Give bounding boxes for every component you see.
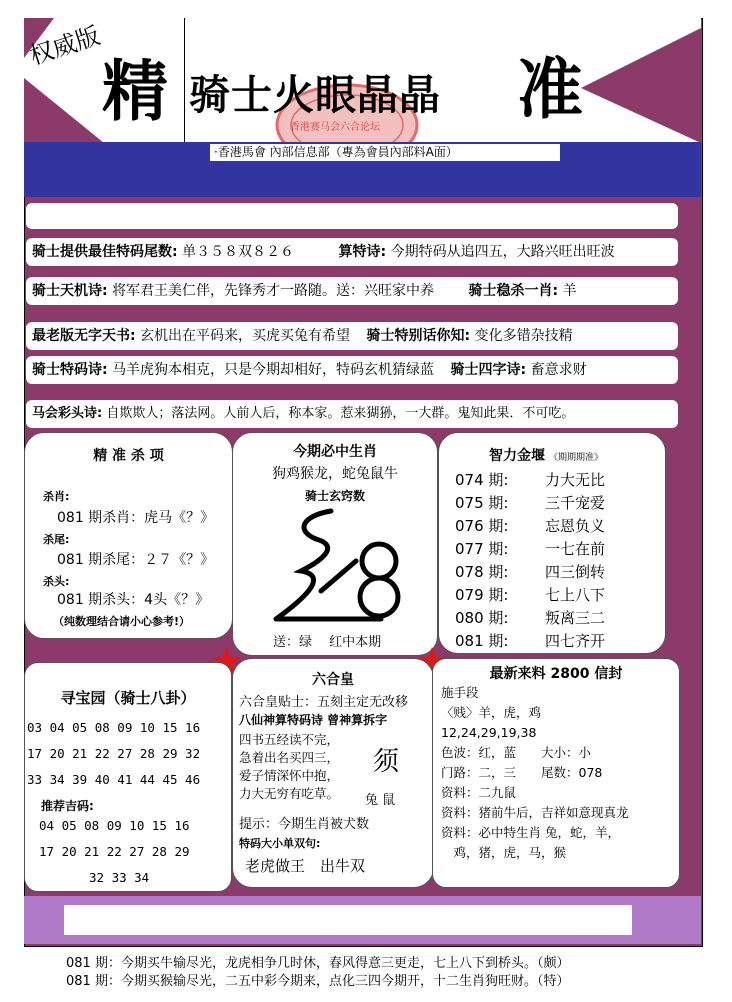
latest-lines xyxy=(441,683,629,863)
kill-tag: 杀肖: xyxy=(43,490,70,503)
wisdom-heading xyxy=(489,445,603,465)
row-value: 马羊虎狗本相克，只是今期却相好，特码玄机猜绿蓝 xyxy=(112,362,435,378)
footer-line: 081 期：今期买猴输尽光，二五中彩今期来，点化三四今期开，十二生肖狗旺财。（特） xyxy=(66,974,570,989)
wisdom-title: 智力金堰 xyxy=(489,448,545,464)
latest-line: 鸡，猪，虎，马，猴 xyxy=(441,845,567,860)
wisdom-text: 四七齐开 xyxy=(545,632,606,650)
row-tema-poem xyxy=(26,356,678,384)
latest-title: 最新来料 2800 信封 xyxy=(489,666,623,682)
row-value: 单３５８双８２６ xyxy=(182,244,295,260)
mystery-glyph xyxy=(261,501,421,626)
zodiac-footer: 送：绿 红中本期 xyxy=(273,635,382,650)
wisdom-text: 叛离三二 xyxy=(545,609,606,627)
wisdom-row xyxy=(455,561,655,584)
row-value: 将军君王美仁伴，先锋秀才一路随。送：兴旺家中养 xyxy=(112,283,435,299)
row-value2: 变化多错杂技精 xyxy=(474,328,573,344)
latest-line: 资料：必中特生肖 兔，蛇，羊， xyxy=(441,825,620,840)
wisdom-panel xyxy=(438,432,666,654)
kill-item: 081 期杀尾：２７《？》 xyxy=(57,552,215,568)
wisdom-text: 忘恩负义 xyxy=(545,517,606,535)
row-label: 骑士特码诗: xyxy=(32,362,108,378)
wisdom-period: 075 期: xyxy=(455,494,509,512)
zodiac-subtitle: 骑士玄窍数 xyxy=(304,489,365,503)
wisdom-period: 074 期: xyxy=(455,471,509,489)
poem-line: 爱子情深怀中抱， xyxy=(239,768,340,783)
header-left xyxy=(24,18,207,143)
row-tail-numbers xyxy=(26,238,678,266)
seal-text: 香港赛马会六合论坛 xyxy=(290,122,380,133)
wisdom-row xyxy=(455,469,655,492)
wisdom-text: 七上八下 xyxy=(545,586,606,604)
kill-tag: 杀尾: xyxy=(43,533,70,546)
lhh-char-sub: 兔 鼠 xyxy=(365,793,396,808)
header-right xyxy=(511,18,701,143)
row-value2: 羊 xyxy=(562,283,577,299)
row-tianji xyxy=(26,277,678,305)
footer-line: 081 期：今期买牛输尽光，龙虎相争几时休，春风得意三更走，七上八下到桥头。（颇） xyxy=(66,956,570,971)
latest-line: 资料：二九鼠 xyxy=(441,785,517,800)
wisdom-text: 四三倒转 xyxy=(545,563,606,581)
poem-line: 四书五经读不完， xyxy=(239,732,340,747)
lucky-row: 17 20 21 22 27 28 29 xyxy=(39,844,190,859)
wisdom-period: 077 期: xyxy=(455,540,509,558)
kill-item: 081 期杀头：4头《？》 xyxy=(57,592,210,608)
lhh-bs-label: 特码大小单双句: xyxy=(239,837,321,850)
treasure-numbers xyxy=(27,715,200,793)
treasure-row: 03 04 05 08 09 10 15 16 xyxy=(27,720,201,735)
row-caitou xyxy=(26,400,678,428)
header-title-box xyxy=(184,18,516,143)
latest-line: 12,24,29,19,38 xyxy=(441,725,537,740)
row-label: 最老版无字天书: xyxy=(32,328,136,344)
poem-line: 力大无穷有吃草。 xyxy=(239,786,340,801)
kill-tag: 杀头: xyxy=(43,575,70,588)
treasure-panel xyxy=(24,662,232,892)
wisdom-row xyxy=(455,630,655,653)
wisdom-row xyxy=(455,492,655,515)
kill-item: 081 期杀肖：虎马《？》 xyxy=(57,510,215,526)
liuhehuang-panel xyxy=(232,658,434,888)
edition-label: 权威版 xyxy=(26,21,104,71)
lucky-numbers xyxy=(39,813,190,891)
lhh-title: 六合皇 xyxy=(312,672,354,688)
big-char-left: 精 xyxy=(102,52,168,130)
row-value2: 畜意求财 xyxy=(530,362,587,378)
row-label: 骑士提供最佳特码尾数: xyxy=(32,244,178,260)
wisdom-row xyxy=(455,607,655,630)
row-value: 玄机出在平码来，买虎买兔有希望 xyxy=(140,328,351,344)
zodiac-panel xyxy=(232,432,438,656)
kill-panel xyxy=(24,432,233,639)
latest-line: 色波：红，蓝 大小：小 xyxy=(441,745,592,760)
latest-panel xyxy=(432,658,680,888)
wisdom-text: 三千宠爱 xyxy=(545,494,606,512)
zodiac-animals: 狗鸡猴龙，蛇兔鼠牛 xyxy=(272,466,398,482)
latest-line: 门路：二，三 尾数：078 xyxy=(441,765,603,780)
zodiac-title: 今期必中生肖 xyxy=(293,444,377,460)
latest-line: 资料：猪前牛后，吉祥如意现真龙 xyxy=(441,805,629,820)
wisdom-period: 080 期: xyxy=(455,609,509,627)
lucky-row: 32 33 34 xyxy=(89,870,150,885)
latest-line: 施手段 xyxy=(441,685,479,700)
wisdom-list xyxy=(455,469,655,653)
wisdom-row xyxy=(455,538,655,561)
row-label2: 骑士四字诗: xyxy=(450,362,527,378)
wisdom-period: 078 期: xyxy=(455,563,509,581)
row-value2: 今期特码从追四五，大路兴旺出旺波 xyxy=(390,244,615,260)
wisdom-row xyxy=(455,515,655,538)
treasure-title: 寻宝园（骑士八卦） xyxy=(60,689,196,707)
lhh-char: 须 xyxy=(373,747,400,777)
lhh-poem xyxy=(239,731,339,803)
row-label: 骑士天机诗: xyxy=(32,283,108,299)
wisdom-period: 081 期: xyxy=(455,632,509,650)
poem-line: 急着出名买四三， xyxy=(239,750,340,765)
treasure-row: 17 20 21 22 27 28 29 32 xyxy=(27,746,201,761)
latest-line: 〈贱〉羊，虎，鸡 xyxy=(441,705,542,720)
lucky-row: 04 05 08 09 10 15 16 xyxy=(39,818,190,833)
wisdom-title-note: 《期期期准》 xyxy=(549,453,604,463)
wisdom-period: 076 期: xyxy=(455,517,509,535)
lhh-bs-value: 老虎做王 出牛双 xyxy=(245,857,366,875)
treasure-row: 33 34 39 40 41 44 45 46 xyxy=(27,772,201,787)
wisdom-text: 力大无比 xyxy=(545,471,606,489)
big-char-right: 准 xyxy=(517,50,583,128)
kill-note: （纯数理结合请小心参考!） xyxy=(53,615,191,628)
wisdom-row xyxy=(455,584,655,607)
row-label2: 骑士特别话你知: xyxy=(366,328,471,344)
row-label2: 骑士稳杀一肖: xyxy=(468,283,559,299)
lucky-title: 推荐吉码: xyxy=(41,799,94,813)
kill-title: 精 准 杀 项 xyxy=(93,448,164,464)
lhh-hint: 提示：今期生肖被犬数 xyxy=(239,817,370,832)
row-tianshu xyxy=(26,322,678,350)
wisdom-text: 一七在前 xyxy=(545,540,606,558)
bottom-white-box xyxy=(64,905,632,935)
row-label2: 算特诗: xyxy=(338,244,387,260)
blank-banner xyxy=(26,203,678,229)
row-value: 自欺欺人；落法网。人前人后，称本家。惹来猢狲，一大群。鬼知此果．不可吃。 xyxy=(106,406,575,421)
row-label: 马会彩头诗: xyxy=(32,406,103,421)
lhh-poem-title: 八仙神算特码诗 曾神算拆字 xyxy=(239,713,388,727)
subtitle-box: ·香港馬會 內部信息部（專為會員內部料A面） xyxy=(210,144,560,161)
wisdom-period: 079 期: xyxy=(455,586,509,604)
page-title: 骑士火眼晶晶 xyxy=(189,71,441,119)
lhh-tip: 六合皇贴士：五刻主定无改移 xyxy=(239,695,409,710)
